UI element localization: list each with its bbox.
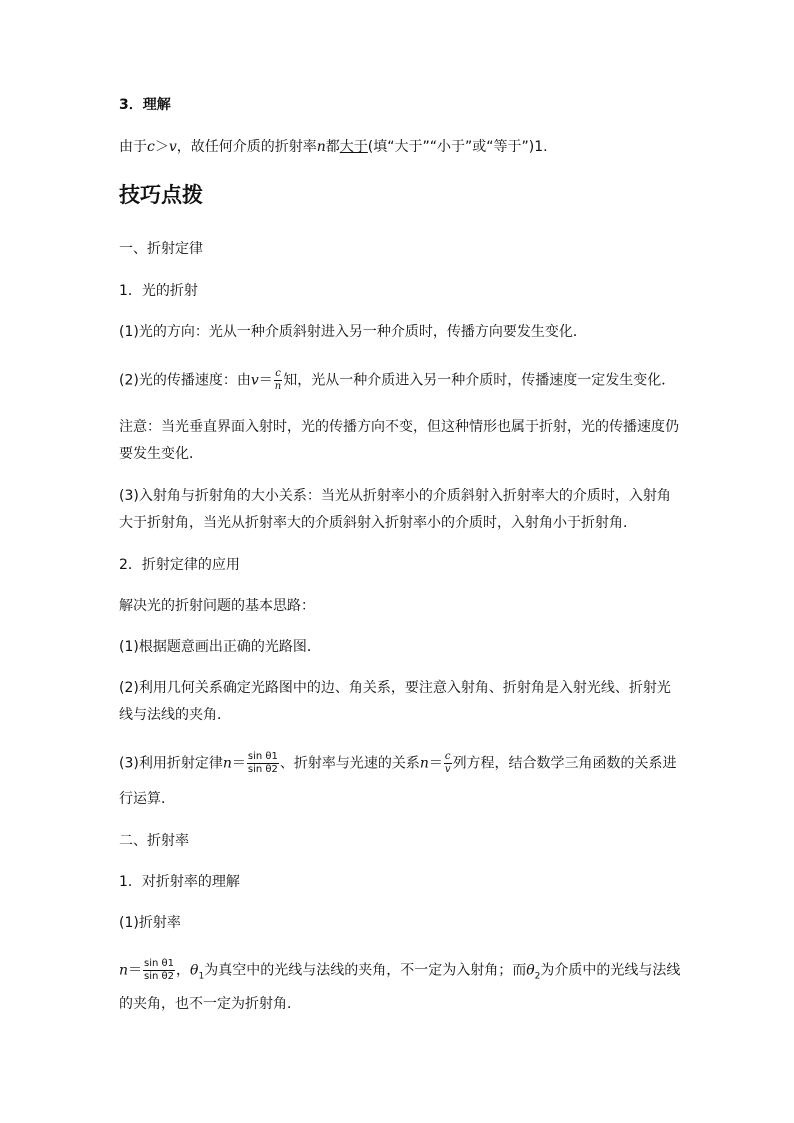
part-2-title: 二、折射率 bbox=[119, 833, 189, 849]
fraction-c-over-n: $\frac{c}{n}$ bbox=[274, 368, 282, 392]
part-1-title: 一、折射定律 bbox=[119, 241, 203, 257]
section-3-text: 由于c＞v，故任何介质的折射率n都大于(填“大于”“小于”或“等于”)1. bbox=[119, 139, 548, 155]
step-3-line-2: 行运算． bbox=[119, 791, 175, 807]
part-1-sub-2: 2．折射定律的应用 bbox=[119, 557, 240, 573]
part-2-p1: (1)折射率 bbox=[119, 915, 181, 931]
note-line-2: 要发生变化． bbox=[119, 446, 203, 462]
part-1-p3-line-2: 大于折射角，当光从折射率大的介质斜射入折射率小的介质时，入射角小于折射角． bbox=[119, 515, 637, 531]
fraction-sin-ratio-2: $\frac{\text{sin θ1}}{\text{sin θ2}}$ bbox=[144, 958, 175, 982]
page-heading: 技巧点拨 bbox=[119, 183, 203, 207]
fraction-sin-ratio: $\frac{\text{sin θ1}}{\text{sin θ2}}$ bbox=[247, 751, 278, 775]
fraction-c-over-v: $\frac{c}{v}$ bbox=[444, 751, 451, 775]
step-3-line-1: (3)利用折射定律n＝ $\frac{\text{sin θ1}}{\text{sin θ2}}$ 、折射率与光速的关系n＝ $\frac{c}{v}$ 列方程，结合数学三角函数的关系进 bbox=[119, 751, 677, 775]
part-1-intro: 解决光的折射问题的基本思路： bbox=[119, 598, 315, 614]
part-1-p2: (2)光的传播速度：由v＝ $\frac{c}{n}$ 知，光从一种介质进入另一种介质时，传播速度一定发生变化． bbox=[119, 368, 676, 392]
part-2-formula-line-2: 的夹角，也不一定为折射角． bbox=[119, 996, 301, 1012]
fill-answer: 大于 bbox=[339, 139, 368, 155]
note-line-1: 注意：当光垂直界面入射时，光的传播方向不变，但这种情形也属于折射，光的传播速度仍 bbox=[119, 419, 679, 435]
step-1: (1)根据题意画出正确的光路图． bbox=[119, 639, 321, 655]
part-1-p1: (1)光的方向：光从一种介质斜射进入另一种介质时，传播方向要发生变化． bbox=[119, 324, 587, 340]
step-2-line-1: (2)利用几何关系确定光路图中的边、角关系，要注意入射角、折射角是入射光线、折射光 bbox=[119, 680, 671, 696]
section-3-title: 3．理解 bbox=[119, 97, 171, 113]
part-2-formula-line: n＝ $\frac{\text{sin θ1}}{\text{sin θ2}}$ ，$\theta_1$为真空中的光线与法线的夹角，不一定为入射角；而$\theta_2$为介质中的光线与法线 bbox=[119, 958, 681, 982]
part-1-p3-line-1: (3)入射角与折射角的大小关系：当光从折射率小的介质斜射入折射率大的介质时，入射角 bbox=[119, 488, 671, 504]
step-2-line-2: 线与法线的夹角． bbox=[119, 707, 231, 723]
part-2-sub-1: 1．对折射率的理解 bbox=[119, 874, 240, 890]
part-1-sub-1: 1．光的折射 bbox=[119, 283, 198, 299]
